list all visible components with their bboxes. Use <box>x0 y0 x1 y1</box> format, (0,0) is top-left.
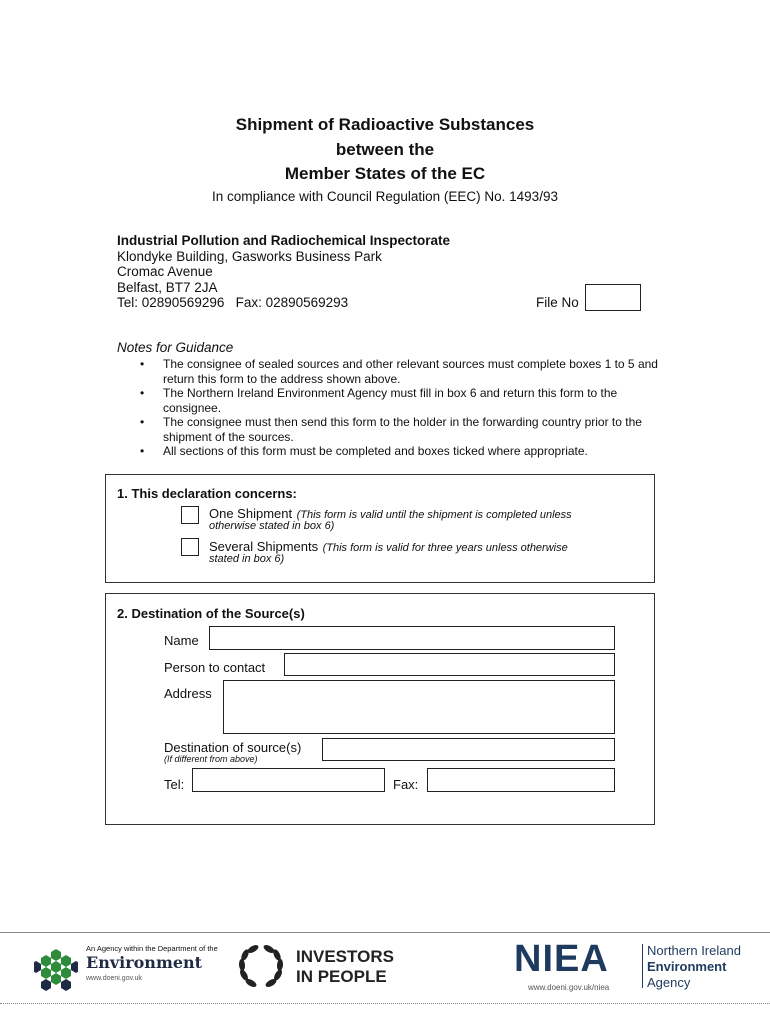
one-shipment-checkbox[interactable] <box>181 506 199 524</box>
one-shipment-label: One Shipment <box>209 506 293 521</box>
form-title-line-2: between the <box>335 140 435 159</box>
address-field[interactable] <box>223 680 615 734</box>
notes-item: • The Northern Ireland Environment Agency must fill in box 6 and return this form to the consignee. <box>140 386 660 415</box>
notes-title: Notes for Guidance <box>117 340 234 355</box>
fax-field[interactable] <box>427 768 615 792</box>
destination-label: Destination of source(s) <box>164 740 302 755</box>
several-shipments-note-2: stated in box 6) <box>209 553 285 565</box>
several-shipments-checkbox[interactable] <box>181 538 199 556</box>
name-label: Name <box>164 633 199 648</box>
tel-field[interactable] <box>192 768 385 792</box>
niea-name <box>647 943 741 991</box>
notes-item: • The consignee of sealed sources and other relevant sources must complete boxes 1 to 5 and return this form to the address shown above. <box>140 357 660 386</box>
address-line-1: Klondyke Building, Gasworks Business Park <box>117 248 382 264</box>
address-label: Address <box>164 686 212 701</box>
address-block <box>117 233 450 311</box>
section-1-box <box>105 474 655 583</box>
destination-field[interactable] <box>322 738 615 761</box>
several-shipments-label: Several Shipments <box>209 539 319 554</box>
laurel-wreath-icon <box>236 945 286 991</box>
niea-line-3: Agency <box>647 975 691 990</box>
notes-item: • All sections of this form must be completed and boxes ticked where appropriate. <box>140 444 660 459</box>
footer-top-rule <box>0 932 770 933</box>
footer-bottom-rule <box>0 1003 770 1004</box>
iip-line-2: IN PEOPLE <box>296 967 387 986</box>
section-2-box <box>105 593 655 825</box>
niea-divider <box>642 944 643 988</box>
hexagon-cluster-icon <box>34 947 78 991</box>
form-title-line-3: Member States of the EC <box>284 164 486 183</box>
notes-list <box>140 357 660 459</box>
address-line-3: Belfast, BT7 2JA <box>117 279 218 295</box>
one-shipment-note-2: otherwise stated in box 6) <box>209 520 335 532</box>
doe-url: www.doeni.gov.uk <box>86 975 142 982</box>
tel-label: Tel: <box>164 777 185 792</box>
section-2-heading: 2. Destination of the Source(s) <box>117 606 305 621</box>
regulation-subtitle: In compliance with Council Regulation (EEC) No. 1493/93 <box>212 189 558 204</box>
name-field[interactable] <box>209 626 615 650</box>
destination-note: (If different from above) <box>164 754 258 764</box>
doe-environment-text: Environment <box>86 953 203 972</box>
fax-label: Fax: <box>393 777 419 792</box>
person-to-contact-label: Person to contact <box>164 660 266 675</box>
niea-logo <box>514 938 754 994</box>
form-title-line-1: Shipment of Radioactive Substances <box>235 115 535 134</box>
doe-logo <box>34 944 224 994</box>
notes-item: • The consignee must then send this form to the holder in the forwarding country prior to the shipment of the sources. <box>140 415 660 444</box>
doe-agency-text: An Agency within the Department of the <box>86 944 218 953</box>
one-shipment-note: (This form is valid until the shipment is completed unless <box>296 509 572 521</box>
several-shipments-note: (This form is valid for three years unless otherwise <box>322 542 568 554</box>
contact-numbers: Tel: 02890569296 Fax: 02890569293 <box>117 295 349 310</box>
organisation-name: Industrial Pollution and Radiochemical Inspectorate <box>117 233 451 248</box>
niea-mark: NIEA <box>514 938 609 980</box>
niea-url: www.doeni.gov.uk/niea <box>528 983 610 992</box>
file-no-field[interactable] <box>585 284 641 311</box>
investors-in-people-logo <box>236 943 401 993</box>
section-1-heading: 1. This declaration concerns: <box>117 486 297 501</box>
address-line-2: Cromac Avenue <box>117 264 213 279</box>
niea-line-2: Environment <box>647 959 727 974</box>
file-no-label: File No <box>536 295 579 310</box>
niea-line-1: Northern Ireland <box>647 943 741 958</box>
iip-text <box>296 947 394 987</box>
iip-line-1: INVESTORS <box>296 947 394 966</box>
person-to-contact-field[interactable] <box>284 653 615 676</box>
